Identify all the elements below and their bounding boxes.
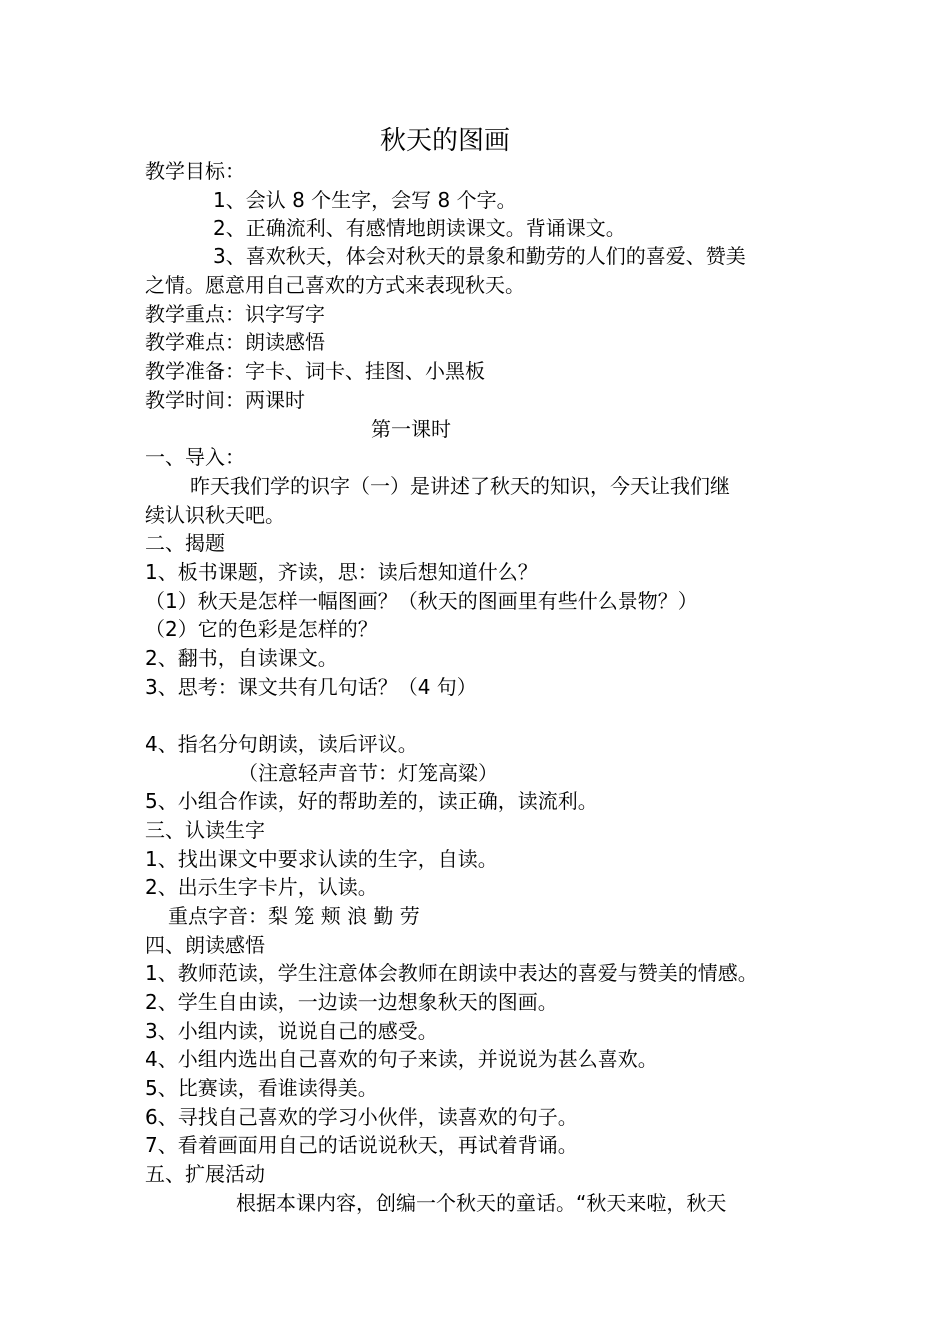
intro-text-continued: 续认识秋天吧。: [145, 503, 285, 527]
objectives-heading: 教学目标：: [145, 159, 245, 183]
list-item: 5、小组合作读，好的帮助差的，读正确，读流利。: [145, 789, 598, 813]
list-item: 1、找出课文中要求认读的生字，自读。: [145, 847, 498, 871]
list-item: 3、小组内读，说说自己的感受。: [145, 1019, 438, 1043]
list-item: 2、学生自由读，一边读一边想象秋天的图画。: [145, 990, 558, 1014]
list-item: 2、出示生字卡片，认读。: [145, 875, 378, 899]
list-item: （2）它的色彩是怎样的？: [145, 617, 378, 641]
section-heading-topic: 二、揭题: [145, 531, 225, 555]
list-item: 4、小组内选出自己喜欢的句子来读，并说说为甚么喜欢。: [145, 1047, 658, 1071]
section-heading-characters: 三、认读生字: [145, 818, 265, 842]
list-item-note: （注意轻声音节：灯笼高粱）: [238, 761, 498, 785]
section-heading-intro: 一、导入：: [145, 445, 245, 469]
objective-item: 2、正确流利、有感情地朗读课文。背诵课文。: [213, 216, 626, 240]
objective-item: 3、喜欢秋天，体会对秋天的景象和勤劳的人们的喜爱、赞美: [213, 244, 746, 268]
list-item: 7、看着画面用自己的话说说秋天，再试着背诵。: [145, 1133, 578, 1157]
section-heading-extension: 五、扩展活动: [145, 1162, 265, 1186]
difficulty: 教学难点：朗读感悟: [145, 330, 325, 354]
list-item: 1、教师范读，学生注意体会教师在朗读中表达的喜爱与赞美的情感。: [145, 961, 758, 985]
objective-item-continued: 之情。愿意用自己喜欢的方式来表现秋天。: [145, 273, 525, 297]
list-item: 2、翻书，自读课文。: [145, 646, 338, 670]
preparation: 教学准备：字卡、词卡、挂图、小黑板: [145, 359, 485, 383]
objective-item: 1、会认 8 个生字，会写 8 个字。: [213, 188, 517, 212]
key-pronunciation: 重点字音：梨 笼 颊 浪 勤 劳: [168, 904, 420, 928]
section-heading-reading: 四、朗读感悟: [145, 933, 265, 957]
list-item: （1）秋天是怎样一幅图画？（秋天的图画里有些什么景物？）: [145, 589, 698, 613]
key-point: 教学重点：识字写字: [145, 302, 325, 326]
list-item: 1、板书课题，齐读，思：读后想知道什么？: [145, 560, 538, 584]
extension-text: 根据本课内容，创编一个秋天的童话。“秋天来啦，秋天: [236, 1191, 727, 1215]
lesson-heading: 第一课时: [371, 417, 451, 441]
list-item: 5、比赛读，看谁读得美。: [145, 1076, 378, 1100]
intro-text: 昨天我们学的识字（一）是讲述了秋天的知识，今天让我们继: [190, 474, 730, 498]
list-item: 6、寻找自己喜欢的学习小伙伴，读喜欢的句子。: [145, 1105, 578, 1129]
list-item: 4、指名分句朗读，读后评议。: [145, 732, 418, 756]
teaching-time: 教学时间：两课时: [145, 388, 305, 412]
page-title: 秋天的图画: [379, 126, 510, 156]
list-item: 3、思考：课文共有几句话？（4 句）: [145, 675, 477, 699]
